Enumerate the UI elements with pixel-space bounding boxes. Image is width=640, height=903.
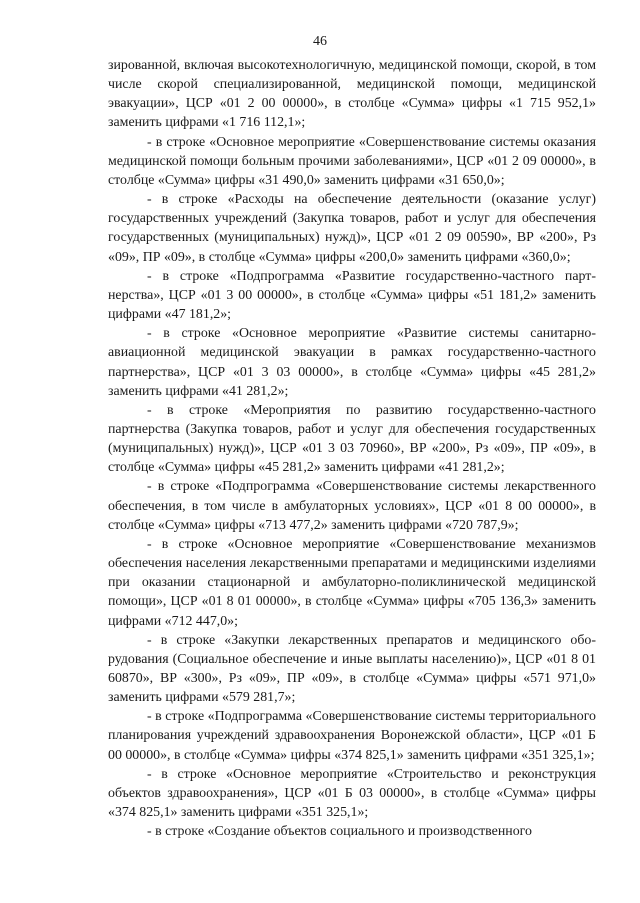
paragraph-item: - в строке «Основное мероприятие «Совершенствование системы оказания медицинской помощи больным прочими заболеваниями», ЦСР «01 2 09 00000», в столбце «Сумма» цифры «31 490,0» заменить цифрами «31 650,0»; (108, 134, 596, 188)
paragraph-item: - в строке «Основное мероприятие «Развитие системы санитарно-авиационной медицинской эвакуации в рамках государственно-частного партнерства», ЦСР «01 3 03 00000», в столбце «Сумма» цифры «45 281,2» заменить цифрами «41 281,2»; (108, 326, 596, 399)
paragraph-item: - в строке «Закупки лекарственных препаратов и медицинского оборудования (Социальное обеспечение и иные выплаты населению)», ЦСР «01 8 01 60870», ВР «300», Рз «09», ПР «09», в столбце «Сумма» цифры «571 971,0» заменить цифрами «579 281,7»; (108, 632, 596, 706)
paragraph-item: - в строке «Создание объектов социального и производственного (147, 824, 532, 840)
paragraph-continuation: зированной, включая высокотехнологичную, медицинской помощи, скорой, в том числе скорой специализированной, медицинской помощи, медицинской эвакуации», ЦСР «01 2 00 00000», в столбце «Сумма» цифры «1 715 952,1» заменить цифрами «1 716 112,1»; (108, 58, 596, 131)
paragraph-item: - в строке «Подпрограмма «Совершенствование системы лекарственного обеспечения, в том числе в амбулаторных условиях», ЦСР «01 8 00 00000», в столбце «Сумма» цифры «713 477,2» заменить цифрами «720 787,9»; (108, 479, 596, 533)
document-body (108, 56, 596, 841)
paragraph-item: - в строке «Основное мероприятие «Совершенствование механизмов обеспечения населения лекарственными препаратами и медицинскими изделиями при оказании стационарной и амбулаторно-поликлинической медицинской помощи», ЦСР «01 8 01 00000», в столбце «Сумма» цифры «705 136,3» заменить цифрами «712 447,0»; (108, 536, 596, 629)
paragraph-item: - в строке «Подпрограмма «Развитие государственно-частного партнерства», ЦСР «01 3 00 00000», в столбце «Сумма» цифры «51 181,2» заменить цифрами «47 181,2»; (108, 268, 596, 323)
paragraph-item: - в строке «Мероприятия по развитию государственно-частного партнерства (Закупка товаров, работ и услуг для обеспечения государственных (муниципальных) нужд)», ЦСР «01 3 03 70960», ВР «200», Рз «09», ПР «09», в столбце «Сумма» цифры «45 281,2» заменить цифрами «41 281,2»; (108, 402, 596, 476)
paragraph-item: - в строке «Расходы на обеспечение деятельности (оказание услуг) государственных учреждений (Закупка товаров, работ и услуг для обеспечения государственных (муниципальных) нужд)», ЦСР «01 2 09 00590», ВР «200», Рз «09», ПР «09», в столбце «Сумма» цифры «200,0» заменить цифрами «360,0»; (108, 192, 596, 265)
paragraph-item: - в строке «Основное мероприятие «Строительство и реконструкция объектов здравоохранения», ЦСР «01 Б 03 00000», в столбце «Сумма» цифры «374 825,1» заменить цифрами «351 325,1»; (108, 766, 596, 821)
page-number: 46 (313, 34, 327, 49)
paragraph-item: - в строке «Подпрограмма «Совершенствование системы территориального планирования учреждений здравоохранения Воронежской области», ЦСР «01 Б 00 00000», в столбце «Сумма» цифры «374 825,1» заменить цифрами «351 325,1»; (108, 709, 596, 763)
